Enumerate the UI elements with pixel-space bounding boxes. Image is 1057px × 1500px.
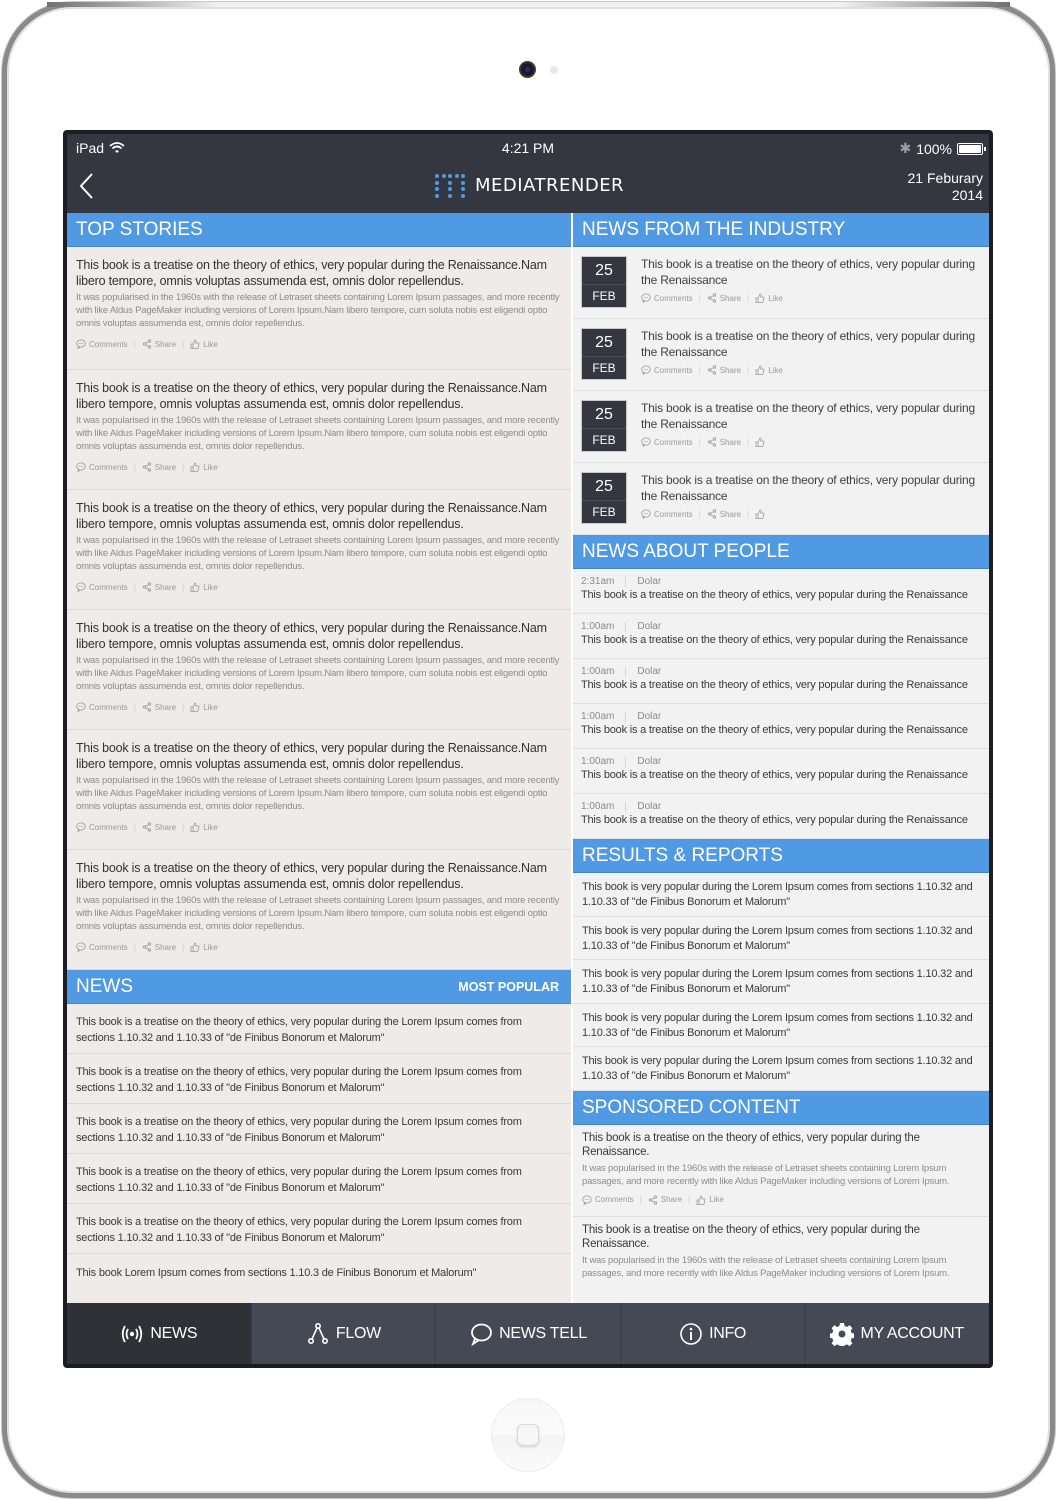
story-item[interactable] <box>67 247 571 370</box>
divider: | <box>688 1195 691 1204</box>
share-icon <box>707 365 717 375</box>
share-icon <box>648 1195 658 1205</box>
story-excerpt: It was popularised in the 1960s with the release of Letraset sheets containing Lorem Ipsum passages, and more recently with like Aldus PageMaker including versions of Lorem Ipsum.Nam libero tempore, cum soluta nobis est eligendi optio omnis voluptas assumenda est, omnis dolor repellendus. <box>76 292 560 329</box>
comment-icon <box>76 942 86 952</box>
thumbs-up-icon <box>190 582 200 592</box>
comments-button[interactable] <box>641 365 693 375</box>
share-icon <box>142 582 152 592</box>
people-meta <box>581 756 981 767</box>
back-chevron-icon[interactable] <box>77 172 99 200</box>
like-label: Like <box>768 293 783 303</box>
people-text: This book is a treatise on the theory of ethics, very popular during the Renaissance <box>581 724 968 736</box>
sponsored-excerpt: It was popularised in the 1960s with the release of Letraset sheets containing Lorem Ipsum passages, and more recently with like Aldus PageMaker including versions of Lorem Ipsum. <box>582 1162 950 1187</box>
divider: | <box>747 437 750 447</box>
like-button[interactable] <box>190 942 218 952</box>
like-label: Like <box>203 339 218 349</box>
share-icon <box>707 509 717 519</box>
share-button[interactable] <box>707 365 741 375</box>
story-excerpt: It was popularised in the 1960s with the release of Letraset sheets containing Lorem Ipsum passages, and more recently with like Aldus PageMaker including versions of Lorem Ipsum.Nam libero tempore, cum soluta nobis est eligendi optio omnis voluptas assumenda est, omnis dolor repellendus. <box>76 535 560 572</box>
logo-dots-icon <box>435 174 465 198</box>
comments-label: Comments <box>89 582 128 592</box>
header-date <box>908 170 983 204</box>
story-title[interactable]: This book is a treatise on the theory of ethics, very popular during the Renaissance.Nam libero tempore, omnis voluptas assumenda est, omnis dolor repellendus. <box>76 861 547 891</box>
news-list <box>67 1004 571 1304</box>
comments-label: Comments <box>654 437 693 447</box>
divider: | <box>747 509 750 519</box>
comment-icon <box>641 365 651 375</box>
people-time: 1:00am <box>581 666 615 677</box>
most-popular-filter[interactable]: MOST POPULAR <box>458 980 559 994</box>
story-excerpt: It was popularised in the 1960s with the release of Letraset sheets containing Lorem Ipsum passages, and more recently with like Aldus PageMaker including versions of Lorem Ipsum.Nam libero tempore, cum soluta nobis est eligendi optio omnis voluptas assumenda est, omnis dolor repellendus. <box>76 655 560 692</box>
story-excerpt: It was popularised in the 1960s with the release of Letraset sheets containing Lorem Ipsum passages, and more recently with like Aldus PageMaker including versions of Lorem Ipsum.Nam libero tempore, cum soluta nobis est eligendi optio omnis voluptas assumenda est, omnis dolor repellendus. <box>76 415 560 452</box>
comments-button[interactable] <box>641 437 693 447</box>
action-bar <box>641 293 981 303</box>
report-item[interactable]: This book is very popular during the Lorem Ipsum comes from sections 1.10.32 and 1.10.33 of "de Finibus Bonorum et Malorum" <box>573 960 989 1004</box>
comments-label: Comments <box>89 462 128 472</box>
divider: | <box>133 942 136 952</box>
people-meta <box>581 711 981 722</box>
divider: | <box>182 942 185 952</box>
industry-item[interactable] <box>573 463 989 535</box>
tab-newstell[interactable] <box>436 1303 621 1364</box>
story-title[interactable]: This book is a treatise on the theory of ethics, very popular during the Renaissance.Nam libero tempore, omnis voluptas assumenda est, omnis dolor repellendus. <box>76 258 547 288</box>
comments-label: Comments <box>595 1195 634 1204</box>
comments-label: Comments <box>89 942 128 952</box>
industry-item[interactable] <box>573 247 989 319</box>
comment-icon <box>641 437 651 447</box>
industry-item[interactable] <box>573 391 989 463</box>
story-item[interactable] <box>67 610 571 730</box>
people-item[interactable] <box>573 704 989 749</box>
comments-button[interactable] <box>641 293 693 303</box>
date-year: 2014 <box>951 187 983 203</box>
comment-icon <box>641 509 651 519</box>
results-list <box>573 873 989 1091</box>
like-button[interactable] <box>696 1195 724 1205</box>
sponsored-excerpt: It was popularised in the 1960s with the release of Letraset sheets containing Lorem Ipsum passages, and more recently with like Aldus PageMaker including versions of Lorem Ipsum. <box>582 1254 950 1279</box>
thumbs-up-icon <box>190 942 200 952</box>
action-bar <box>641 365 981 375</box>
date-day: 25 <box>582 401 626 429</box>
share-label: Share <box>154 462 177 472</box>
results-header <box>573 839 989 873</box>
share-button[interactable] <box>648 1195 682 1205</box>
story-item[interactable] <box>67 370 571 490</box>
report-item[interactable]: This book is very popular during the Lorem Ipsum comes from sections 1.10.32 and 1.10.33 of "de Finibus Bonorum et Malorum" <box>573 917 989 961</box>
people-time: 1:00am <box>581 621 615 632</box>
action-bar <box>76 702 562 712</box>
people-header <box>573 535 989 569</box>
divider: | <box>182 822 185 832</box>
share-label: Share <box>154 822 177 832</box>
sponsored-item[interactable] <box>573 1217 989 1280</box>
people-text: This book is a treatise on the theory of ethics, very popular during the Renaissance <box>581 634 968 646</box>
status-time: 4:21 PM <box>501 140 555 156</box>
comments-button[interactable] <box>76 339 128 349</box>
share-button[interactable] <box>142 822 176 832</box>
news-list-item[interactable]: This book is a treatise on the theory of ethics, very popular during the Lorem Ipsum comes from sections 1.10.32 and 1.10.33 of "de Finibus Bonorum et Malorum" <box>67 1004 571 1054</box>
share-icon <box>707 293 717 303</box>
date-badge <box>581 256 627 308</box>
date-month: FEB <box>592 505 616 519</box>
share-label: Share <box>660 1195 683 1204</box>
share-button[interactable] <box>142 942 176 952</box>
tab-label: NEWS TELL <box>499 1324 587 1342</box>
divider: | <box>182 462 185 472</box>
story-title[interactable]: This book is a treatise on the theory of ethics, very popular during the Renaissance.Nam libero tempore, omnis voluptas assumenda est, omnis dolor repellendus. <box>76 621 547 651</box>
like-button[interactable] <box>755 509 765 519</box>
thumbs-up-icon <box>190 462 200 472</box>
date-day-month: 21 Feburary <box>907 170 983 186</box>
comment-icon <box>76 582 86 592</box>
divider: | <box>182 582 185 592</box>
action-bar <box>76 582 562 592</box>
like-label: Like <box>709 1195 724 1204</box>
people-meta <box>581 666 981 677</box>
divider: | <box>698 293 701 303</box>
camera-icon <box>519 61 536 78</box>
people-time: 1:00am <box>581 801 615 812</box>
like-button[interactable] <box>755 293 783 303</box>
home-button[interactable] <box>491 1398 565 1472</box>
divider: | <box>133 702 136 712</box>
report-item[interactable]: This book is very popular during the Lorem Ipsum comes from sections 1.10.32 and 1.10.33 of "de Finibus Bonorum et Malorum" <box>573 1047 989 1091</box>
content <box>67 213 989 1303</box>
comments-label: Comments <box>89 339 128 349</box>
share-label: Share <box>719 509 742 519</box>
divider: | <box>182 339 185 349</box>
comment-icon <box>76 462 86 472</box>
app-logo <box>435 174 624 198</box>
industry-title[interactable]: This book is a treatise on the theory of ethics, very popular during the Renaissance <box>641 401 975 431</box>
people-author: Dolar <box>637 576 662 587</box>
share-label: Share <box>154 339 177 349</box>
share-label: Share <box>719 293 742 303</box>
comment-icon <box>76 822 86 832</box>
like-button[interactable] <box>190 822 218 832</box>
story-item[interactable] <box>67 850 571 970</box>
divider: | <box>747 365 750 375</box>
industry-header <box>573 213 989 247</box>
date-badge <box>581 400 627 452</box>
industry-body <box>641 328 981 390</box>
divider: | <box>133 339 136 349</box>
date-badge <box>581 328 627 380</box>
news-list-item[interactable]: This book Lorem Ipsum comes from sections 1.10.3 de Finibus Bonorum et Malorum" <box>76 1267 477 1279</box>
top-stories-list <box>67 247 571 970</box>
news-list-item[interactable]: This book is a treatise on the theory of ethics, very popular during the Lorem Ipsum comes from sections 1.10.32 and 1.10.33 of "de Finibus Bonorum et Malorum" <box>67 1104 571 1154</box>
share-label: Share <box>719 437 742 447</box>
flow-icon <box>306 1322 330 1346</box>
thumbs-up-icon <box>190 822 200 832</box>
divider: | <box>698 509 701 519</box>
tab-label: FLOW <box>335 1324 381 1342</box>
date-month: FEB <box>592 433 616 447</box>
divider: | <box>182 702 185 712</box>
share-button[interactable] <box>142 339 176 349</box>
like-label: Like <box>203 822 218 832</box>
comments-button[interactable] <box>582 1195 634 1205</box>
report-item[interactable]: This book is very popular during the Lorem Ipsum comes from sections 1.10.32 and 1.10.33 of "de Finibus Bonorum et Malorum" <box>573 873 989 917</box>
share-icon <box>707 437 717 447</box>
industry-title[interactable]: This book is a treatise on the theory of ethics, very popular during the Renaissance <box>641 329 975 359</box>
comments-button[interactable] <box>76 702 128 712</box>
section-title: TOP STORIES <box>76 219 203 240</box>
divider: | <box>133 462 136 472</box>
industry-body <box>641 472 981 534</box>
thumbs-up-icon <box>755 437 765 447</box>
tab-label: MY ACCOUNT <box>860 1324 964 1342</box>
section-title: RESULTS & REPORTS <box>582 845 783 866</box>
story-item[interactable] <box>67 490 571 610</box>
people-text: This book is a treatise on the theory of ethics, very popular during the Renaissance <box>581 769 968 781</box>
action-bar <box>641 509 981 519</box>
news-list-item[interactable]: This book is a treatise on the theory of ethics, very popular during the Lorem Ipsum comes from sections 1.10.32 and 1.10.33 of "de Finibus Bonorum et Malorum" <box>67 1054 571 1104</box>
story-excerpt: It was popularised in the 1960s with the release of Letraset sheets containing Lorem Ipsum passages, and more recently with like Aldus PageMaker including versions of Lorem Ipsum.Nam libero tempore, cum soluta nobis est eligendi optio omnis voluptas assumenda est, omnis dolor repellendus. <box>76 775 560 812</box>
comments-label: Comments <box>654 293 693 303</box>
divider <box>625 622 626 632</box>
share-button[interactable] <box>707 509 741 519</box>
divider: | <box>747 293 750 303</box>
comments-label: Comments <box>654 365 693 375</box>
people-item[interactable] <box>573 794 989 839</box>
share-label: Share <box>154 702 177 712</box>
status-bar <box>67 140 989 160</box>
section-title: NEWS ABOUT PEOPLE <box>582 541 790 562</box>
date-month: FEB <box>592 289 616 303</box>
divider: | <box>698 437 701 447</box>
date-month: FEB <box>592 361 616 375</box>
story-title[interactable]: This book is a treatise on the theory of ethics, very popular during the Renaissance.Nam libero tempore, omnis voluptas assumenda est, omnis dolor repellendus. <box>76 501 547 531</box>
people-time: 2:31am <box>581 576 615 587</box>
news-list-item[interactable]: This book is a treatise on the theory of ethics, very popular during the Lorem Ipsum comes from sections 1.10.32 and 1.10.33 of "de Finibus Bonorum et Malorum" <box>67 1154 571 1204</box>
gear-icon <box>830 1322 854 1346</box>
section-title: NEWS <box>76 976 133 997</box>
like-button[interactable] <box>755 365 783 375</box>
right-column <box>573 213 989 1303</box>
tab-label: INFO <box>709 1324 747 1342</box>
divider: | <box>133 582 136 592</box>
people-author: Dolar <box>637 621 662 632</box>
divider: | <box>133 822 136 832</box>
people-author: Dolar <box>637 801 662 812</box>
people-author: Dolar <box>637 666 662 677</box>
top-stories-header <box>67 213 571 247</box>
like-button[interactable] <box>190 339 218 349</box>
people-time: 1:00am <box>581 711 615 722</box>
speech-bubble-icon <box>469 1322 493 1346</box>
people-author: Dolar <box>637 756 662 767</box>
date-day: 25 <box>582 257 626 285</box>
share-button[interactable] <box>142 582 176 592</box>
device-name: iPad <box>76 140 105 156</box>
action-bar <box>582 1195 980 1205</box>
comments-button[interactable] <box>641 509 693 519</box>
battery-percent: 100% <box>916 140 952 157</box>
like-label: Like <box>768 365 783 375</box>
tab-news[interactable] <box>67 1303 252 1364</box>
industry-title[interactable]: This book is a treatise on the theory of ethics, very popular during the Renaissance <box>641 257 975 287</box>
like-button[interactable] <box>190 462 218 472</box>
story-title[interactable]: This book is a treatise on the theory of ethics, very popular during the Renaissance.Nam libero tempore, omnis voluptas assumenda est, omnis dolor repellendus. <box>76 381 547 411</box>
action-bar <box>76 339 562 349</box>
industry-body <box>641 400 981 462</box>
people-meta <box>581 621 981 632</box>
people-text: This book is a treatise on the theory of ethics, very popular during the Renaissance <box>581 589 968 601</box>
broadcast-icon <box>120 1322 144 1346</box>
sponsored-header <box>573 1091 989 1125</box>
industry-body <box>641 256 981 318</box>
action-bar <box>641 437 981 447</box>
section-title: SPONSORED CONTENT <box>582 1096 801 1118</box>
divider <box>625 712 626 722</box>
like-button[interactable] <box>190 582 218 592</box>
divider <box>625 757 626 767</box>
comment-icon <box>76 702 86 712</box>
like-button[interactable] <box>755 437 765 447</box>
people-meta <box>581 576 981 587</box>
date-day: 25 <box>582 473 626 501</box>
battery-icon <box>957 143 983 155</box>
tab-label: NEWS <box>150 1324 198 1342</box>
share-icon <box>142 822 152 832</box>
share-label: Share <box>154 582 177 592</box>
news-list-item[interactable]: This book is a treatise on the theory of ethics, very popular during the Lorem Ipsum comes from sections 1.10.32 and 1.10.33 of "de Finibus Bonorum et Malorum" <box>67 1204 571 1254</box>
tab-flow[interactable] <box>252 1303 437 1364</box>
story-excerpt: It was popularised in the 1960s with the release of Letraset sheets containing Lorem Ipsum passages, and more recently with like Aldus PageMaker including versions of Lorem Ipsum.Nam libero tempore, cum soluta nobis est eligendi optio omnis voluptas assumenda est, omnis dolor repellendus. <box>76 895 560 932</box>
comment-icon <box>76 339 86 349</box>
divider <box>625 667 626 677</box>
share-label: Share <box>154 942 177 952</box>
news-header <box>67 970 571 1004</box>
comments-button[interactable] <box>76 822 128 832</box>
like-label: Like <box>203 582 218 592</box>
section-title: NEWS FROM THE INDUSTRY <box>582 219 846 240</box>
people-list <box>573 569 989 839</box>
share-button[interactable] <box>707 293 741 303</box>
comment-icon <box>641 293 651 303</box>
comments-label: Comments <box>654 509 693 519</box>
sponsored-title[interactable]: This book is a treatise on the theory of ethics, very popular during the Renaissance. <box>582 1131 920 1158</box>
left-column <box>67 213 571 1303</box>
industry-item[interactable] <box>573 319 989 391</box>
story-item[interactable] <box>67 730 571 850</box>
people-item[interactable] <box>573 569 989 614</box>
like-button[interactable] <box>190 702 218 712</box>
people-author: Dolar <box>637 711 662 722</box>
report-item[interactable]: This book is very popular during the Lorem Ipsum comes from sections 1.10.32 and 1.10.33 of "de Finibus Bonorum et Malorum" <box>573 1004 989 1048</box>
light-sensor <box>550 66 558 74</box>
thumbs-up-icon <box>755 365 765 375</box>
home-square-icon <box>517 1424 539 1446</box>
tab-bar <box>67 1303 989 1364</box>
story-title[interactable]: This book is a treatise on the theory of ethics, very popular during the Renaissance.Nam libero tempore, omnis voluptas assumenda est, omnis dolor repellendus. <box>76 741 547 771</box>
share-icon <box>142 702 152 712</box>
share-button[interactable] <box>142 462 176 472</box>
people-item[interactable] <box>573 614 989 659</box>
sponsored-list <box>573 1125 989 1280</box>
people-meta <box>581 801 981 812</box>
app-title: MEDIATRENDER <box>475 175 625 197</box>
tab-account[interactable] <box>805 1303 989 1364</box>
comments-button[interactable] <box>76 582 128 592</box>
thumbs-up-icon <box>696 1195 706 1205</box>
divider <box>625 802 626 812</box>
action-bar <box>76 822 562 832</box>
comment-icon <box>582 1195 592 1205</box>
share-button[interactable] <box>142 702 176 712</box>
action-bar <box>76 942 562 952</box>
thumbs-up-icon <box>755 293 765 303</box>
thumbs-up-icon <box>190 339 200 349</box>
tab-info[interactable] <box>621 1303 806 1364</box>
info-icon <box>679 1322 703 1346</box>
share-icon <box>142 942 152 952</box>
like-label: Like <box>203 942 218 952</box>
share-icon <box>142 462 152 472</box>
bluetooth-icon: ✱ <box>899 140 912 156</box>
industry-list <box>573 247 989 535</box>
thumbs-up-icon <box>755 509 765 519</box>
like-label: Like <box>203 462 218 472</box>
screen <box>63 130 993 1368</box>
sponsored-title[interactable]: This book is a treatise on the theory of ethics, very popular during the Renaissance. <box>582 1223 920 1250</box>
divider <box>625 577 626 587</box>
share-icon <box>142 339 152 349</box>
share-button[interactable] <box>707 437 741 447</box>
people-text: This book is a treatise on the theory of ethics, very popular during the Renaissance <box>581 814 968 826</box>
like-label: Like <box>203 702 218 712</box>
comments-label: Comments <box>89 702 128 712</box>
divider: | <box>698 365 701 375</box>
date-badge <box>581 472 627 524</box>
thumbs-up-icon <box>190 702 200 712</box>
action-bar <box>76 462 562 472</box>
industry-title[interactable]: This book is a treatise on the theory of ethics, very popular during the Renaissance <box>641 473 975 503</box>
comments-label: Comments <box>89 822 128 832</box>
people-text: This book is a treatise on the theory of ethics, very popular during the Renaissance <box>581 679 968 691</box>
people-item[interactable] <box>573 659 989 704</box>
date-day: 25 <box>582 329 626 357</box>
sponsored-item[interactable] <box>573 1125 989 1217</box>
divider: | <box>639 1195 642 1204</box>
people-time: 1:00am <box>581 756 615 767</box>
top-bar <box>67 134 989 213</box>
people-item[interactable] <box>573 749 989 794</box>
comments-button[interactable] <box>76 462 128 472</box>
share-label: Share <box>719 365 742 375</box>
comments-button[interactable] <box>76 942 128 952</box>
